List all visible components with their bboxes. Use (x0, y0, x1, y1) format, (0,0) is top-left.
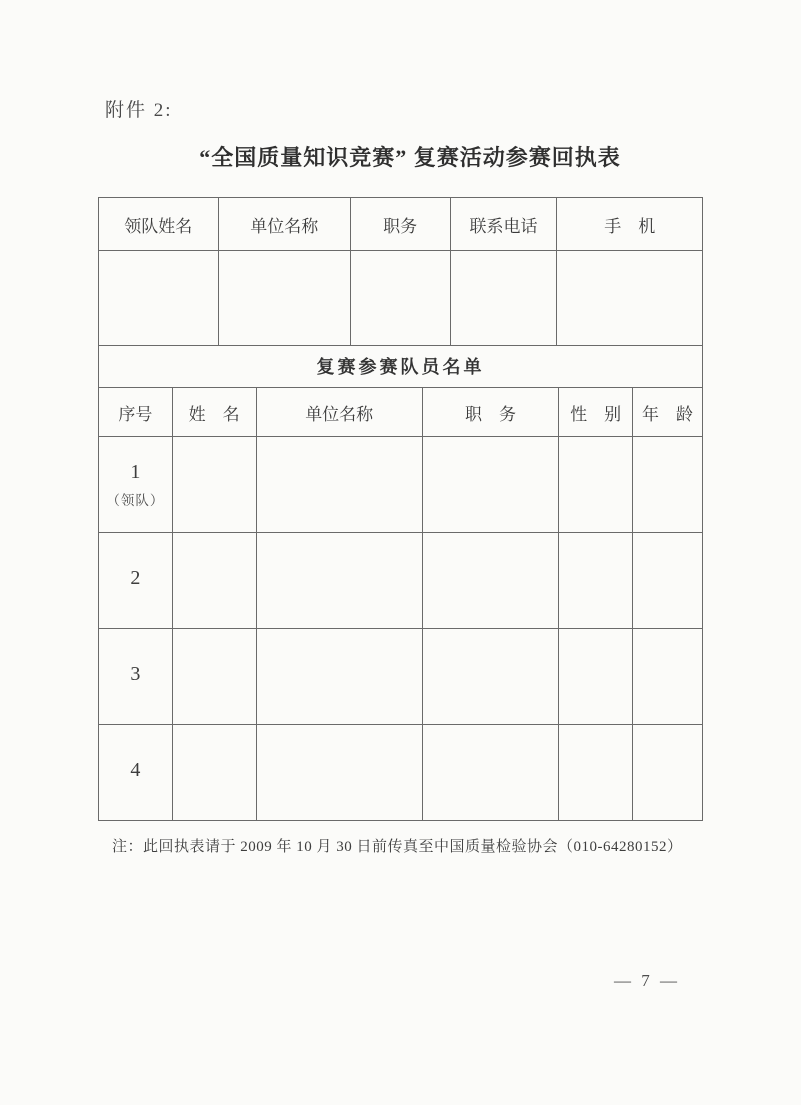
member-2-index: 2 (130, 567, 141, 589)
leader-header-name: 领队姓名 (99, 198, 219, 251)
leader-info-table (98, 197, 703, 346)
member-3-position-cell (422, 629, 559, 725)
member-4-age-cell (632, 725, 702, 821)
page-title: “全国质量知识竞赛” 复赛活动参赛回执表 (199, 145, 621, 170)
member-1-index: 1 (130, 461, 141, 483)
member-4-gender-cell (559, 725, 633, 821)
members-header-name: 姓 名 (172, 388, 256, 437)
members-header-row (99, 388, 703, 437)
member-1-age-cell (632, 437, 702, 533)
member-3-index-cell (99, 629, 173, 725)
member-2-index-cell (99, 533, 173, 629)
member-row-2 (99, 533, 703, 629)
reply-form (98, 197, 703, 821)
leader-phone-cell (450, 251, 557, 346)
member-1-gender-cell (559, 437, 633, 533)
leader-organization-cell (218, 251, 350, 346)
member-4-organization-cell (256, 725, 422, 821)
leader-header-organization: 单位名称 (218, 198, 350, 251)
member-4-index-cell (99, 725, 173, 821)
member-row-4 (99, 725, 703, 821)
leader-header-mobile: 手 机 (557, 198, 703, 251)
leader-header-position: 职务 (350, 198, 450, 251)
leader-header-row (99, 198, 703, 251)
member-3-index: 3 (130, 663, 141, 685)
member-2-organization-cell (256, 533, 422, 629)
members-header-position: 职 务 (422, 388, 559, 437)
member-1-index-note: （领队） (106, 493, 165, 508)
page-number: — 7 — (614, 971, 680, 990)
member-3-name-cell (172, 629, 256, 725)
leader-input-row (99, 251, 703, 346)
leader-name-cell (99, 251, 219, 346)
member-3-gender-cell (559, 629, 633, 725)
members-header-age: 年 龄 (632, 388, 702, 437)
leader-position-cell (350, 251, 450, 346)
member-2-gender-cell (559, 533, 633, 629)
members-header-organization: 单位名称 (256, 388, 422, 437)
member-3-age-cell (632, 629, 702, 725)
members-header-number: 序号 (99, 388, 173, 437)
footnote: 注：此回执表请于 2009 年 10 月 30 日前传真至中国质量检验协会（010-64280152） (112, 839, 683, 855)
member-1-organization-cell (256, 437, 422, 533)
member-2-position-cell (422, 533, 559, 629)
members-table (98, 387, 703, 821)
leader-mobile-cell (557, 251, 703, 346)
member-3-organization-cell (256, 629, 422, 725)
member-2-name-cell (172, 533, 256, 629)
member-row-3 (99, 629, 703, 725)
leader-header-phone: 联系电话 (450, 198, 557, 251)
member-1-name-cell (172, 437, 256, 533)
member-1-position-cell (422, 437, 559, 533)
member-1-index-cell (99, 437, 173, 533)
member-4-position-cell (422, 725, 559, 821)
attachment-label: 附件 2: (105, 100, 173, 121)
members-section-title: 复赛参赛队员名单 (98, 346, 703, 388)
member-2-age-cell (632, 533, 702, 629)
member-4-name-cell (172, 725, 256, 821)
members-header-gender: 性 别 (559, 388, 633, 437)
member-row-1 (99, 437, 703, 533)
member-4-index: 4 (130, 759, 141, 781)
